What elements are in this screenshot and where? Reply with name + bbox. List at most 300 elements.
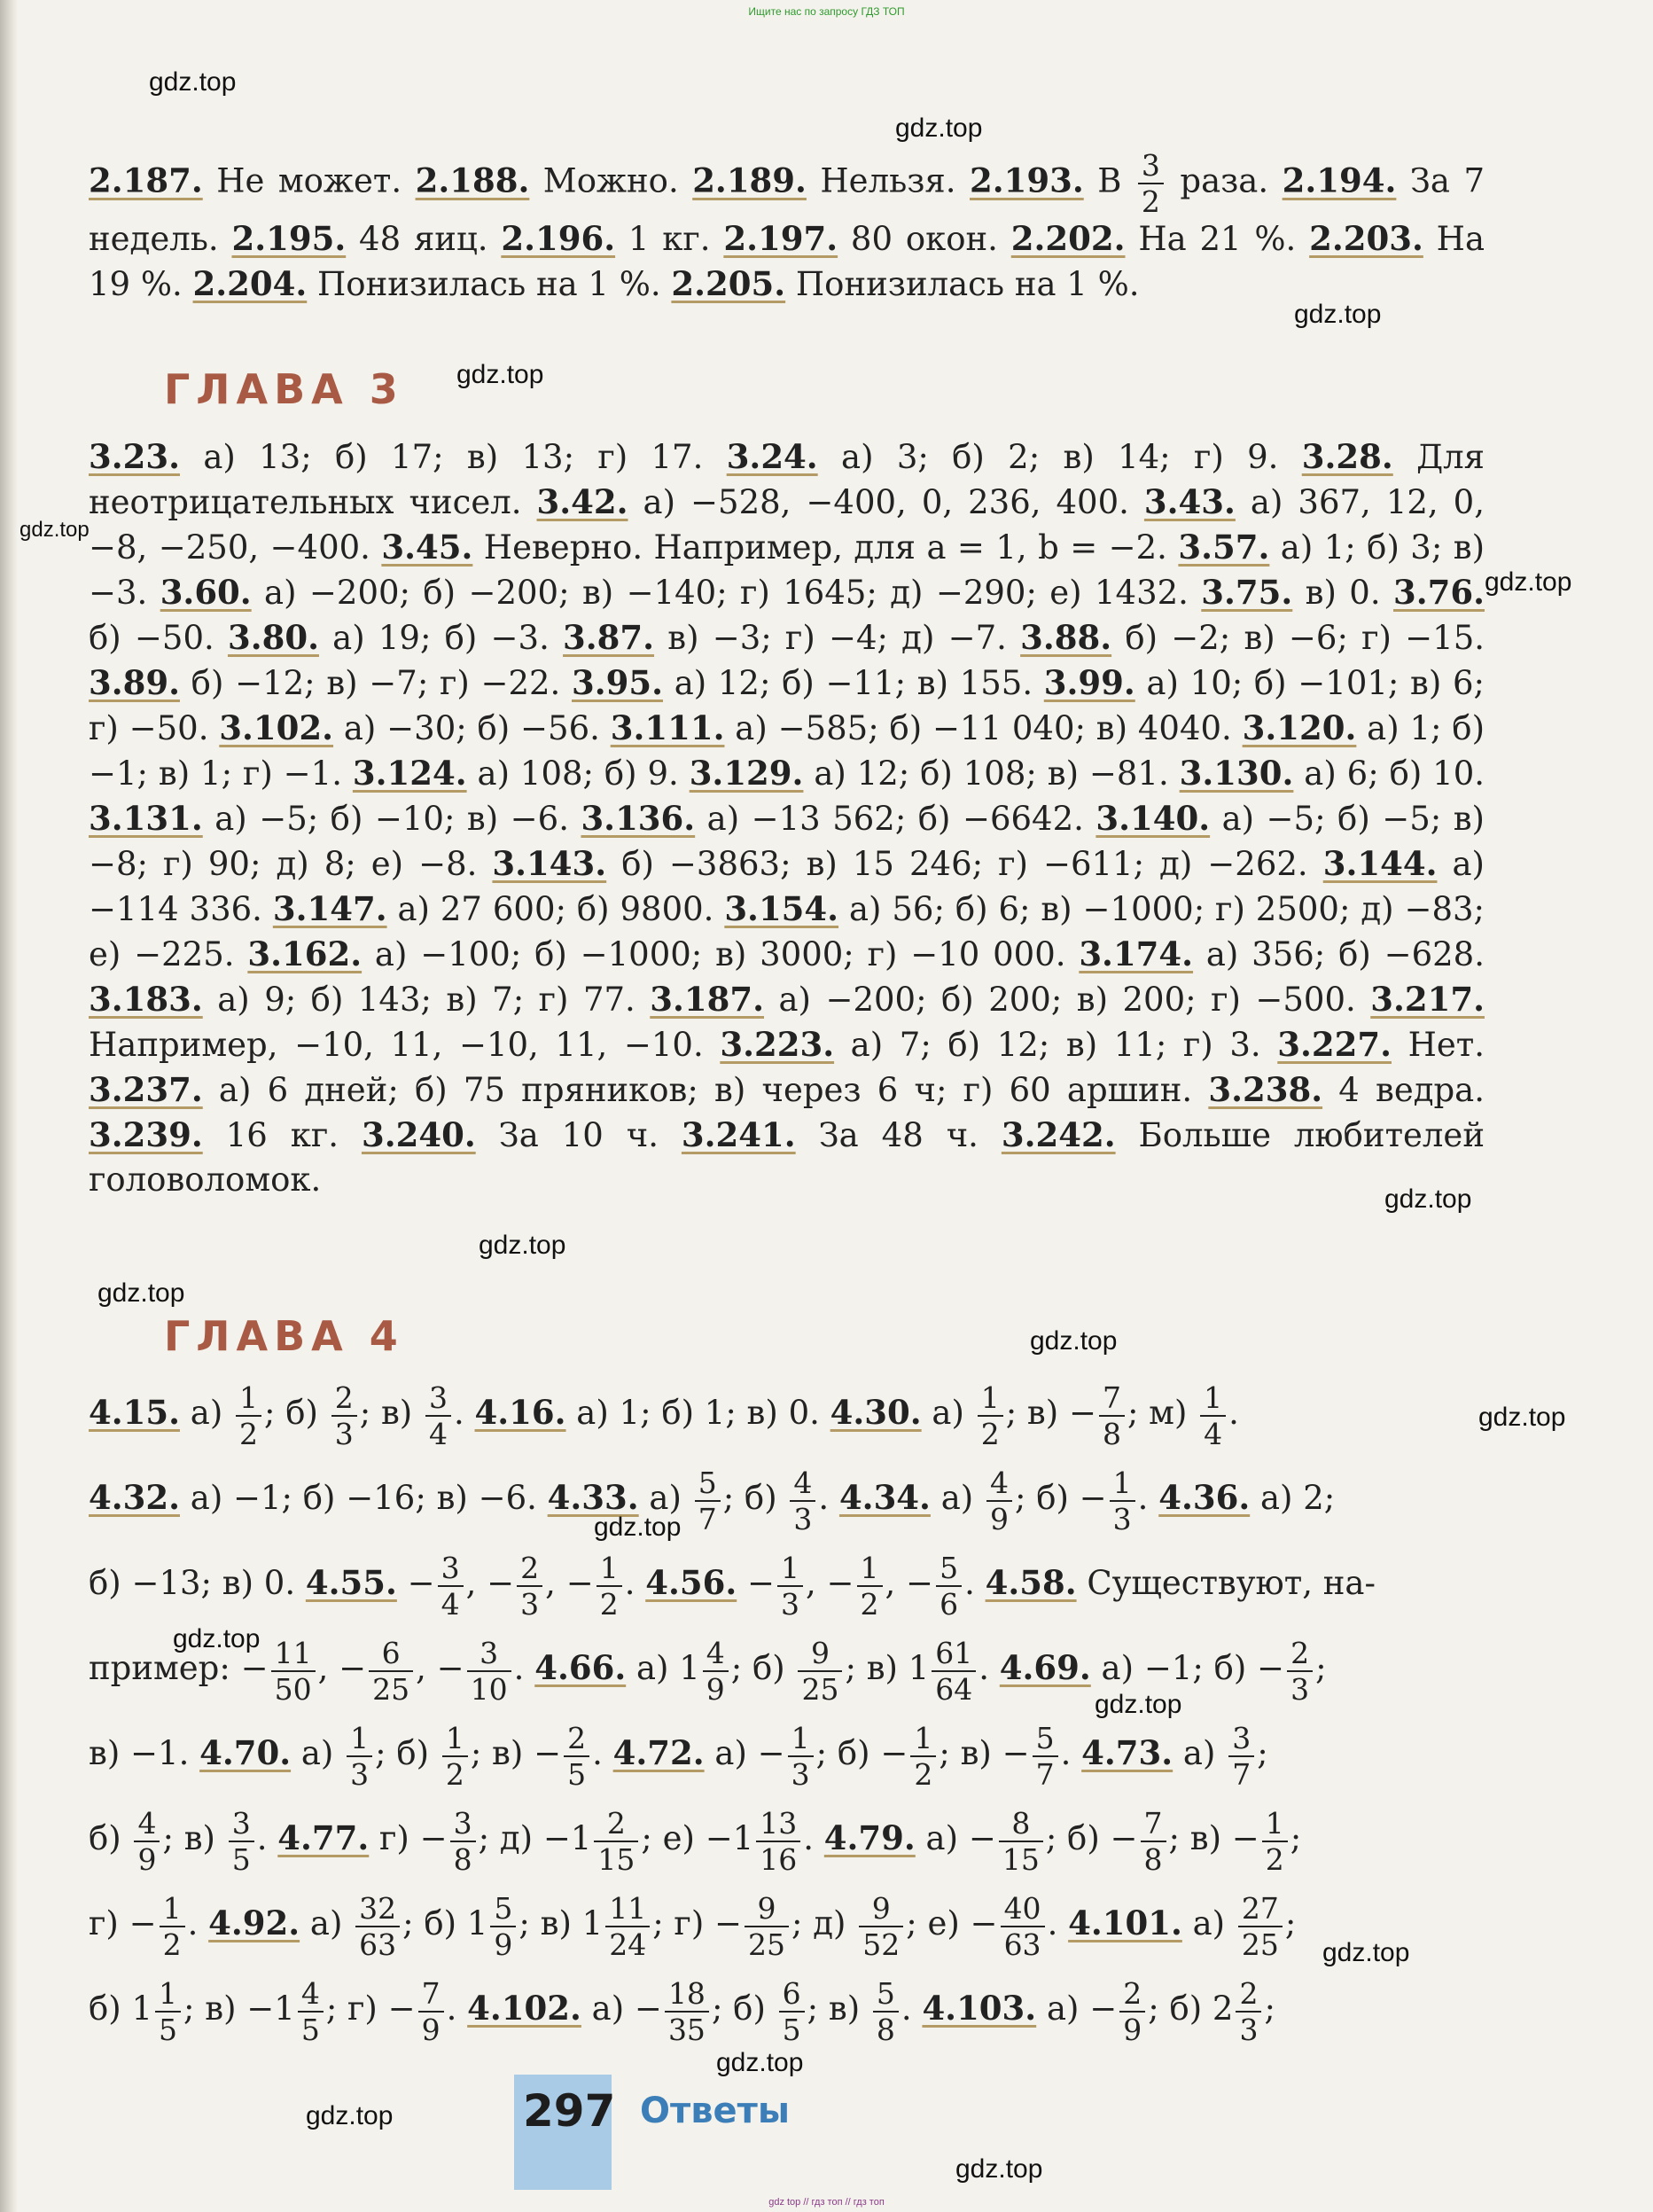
exercise-number: 4.55. xyxy=(305,1563,397,1602)
answer-text: Нельзя. xyxy=(806,161,970,200)
fraction-numerator: 11 xyxy=(605,1894,650,1927)
answer-text: ; б) xyxy=(375,1734,440,1772)
answer-text: а) 13; б) 17; в) 13; г) 17. xyxy=(180,438,727,476)
answer-text: а) −585; б) −11 040; в) 4040. xyxy=(724,709,1243,747)
fraction-numerator: 8 xyxy=(999,1809,1043,1842)
fraction-denominator: 2 xyxy=(599,1586,619,1622)
answer-text: пример: − xyxy=(89,1649,269,1687)
exercise-number: 4.103. xyxy=(922,1989,1037,2028)
fraction-numerator: 13 xyxy=(756,1809,800,1842)
exercise-number: 3.60. xyxy=(160,573,252,612)
fraction-denominator: 4 xyxy=(429,1416,448,1451)
answer-text: а) − xyxy=(581,1989,662,2028)
fraction-denominator: 2 xyxy=(1141,184,1160,219)
fraction-numerator: 1 xyxy=(347,1723,372,1757)
fraction-numerator: 1 xyxy=(857,1553,883,1587)
fraction xyxy=(936,1550,962,1622)
answer-text: г) − xyxy=(369,1819,448,1857)
fraction-denominator: 16 xyxy=(760,1841,798,1877)
fraction-numerator: 2 xyxy=(1287,1638,1313,1672)
fraction-denominator: 25 xyxy=(372,1671,410,1707)
exercise-number: 3.140. xyxy=(1096,799,1211,838)
fraction xyxy=(438,1550,464,1622)
answer-text: б) −50. xyxy=(89,619,228,657)
answer-text: 48 яиц. xyxy=(346,220,502,258)
answer-text: а) −528, −400, 0, 236, 400. xyxy=(628,483,1144,521)
fraction-numerator: 5 xyxy=(936,1553,962,1587)
fraction-denominator: 7 xyxy=(1035,1756,1055,1792)
answer-text: ; б) 1 xyxy=(402,1904,488,1942)
exercise-number: 3.154. xyxy=(724,889,839,928)
fraction-numerator: 4 xyxy=(986,1468,1012,1502)
watermark: gdz.top xyxy=(1485,567,1572,597)
fraction-denominator: 64 xyxy=(935,1671,973,1707)
fraction-numerator: 1 xyxy=(155,1979,181,2013)
exercise-number: 4.56. xyxy=(645,1563,737,1602)
fraction-denominator: 2 xyxy=(980,1416,1000,1451)
answer-text: ; б) − xyxy=(1014,1479,1107,1517)
fraction-numerator: 1 xyxy=(1200,1383,1226,1417)
fraction-denominator: 63 xyxy=(1003,1927,1041,1962)
fraction xyxy=(331,1380,357,1451)
answer-text: ; е) − xyxy=(906,1904,998,1942)
exercise-number: 2.197. xyxy=(723,219,838,258)
exercise-number: 3.57. xyxy=(1178,528,1270,567)
watermark: gdz.top xyxy=(1294,300,1382,329)
fraction-numerator: 2 xyxy=(517,1553,542,1587)
exercise-number: 2.193. xyxy=(970,160,1084,200)
exercise-number: 4.79. xyxy=(823,1818,916,1857)
answer-text: . xyxy=(964,1564,986,1602)
fraction-numerator: 7 xyxy=(418,1979,444,2013)
fraction-numerator: 3 xyxy=(425,1383,451,1417)
fraction-numerator: 4 xyxy=(703,1638,729,1672)
exercise-number: 3.95. xyxy=(572,663,664,702)
answer-text: ; xyxy=(1290,1819,1302,1857)
exercise-number: 4.32. xyxy=(89,1478,180,1517)
answer-text: а) 10; б) −101; в) 6; г) −50. xyxy=(89,664,1485,747)
fraction-numerator: 1 xyxy=(596,1553,622,1587)
answer-text: а) 27 600; б) 9800. xyxy=(386,890,725,928)
fraction xyxy=(594,1805,638,1877)
answer-text: . xyxy=(901,1989,923,2028)
answer-text: а) xyxy=(638,1479,692,1517)
fraction-denominator: 15 xyxy=(1002,1841,1040,1877)
watermark: gdz.top xyxy=(1095,1690,1182,1719)
fraction-denominator: 3 xyxy=(791,1756,810,1792)
answer-text: а) −100; б) −1000; в) 3000; г) −10 000. xyxy=(362,935,1080,973)
fraction xyxy=(1110,1465,1135,1536)
fraction-numerator: 61 xyxy=(932,1638,976,1672)
exercise-number: 4.16. xyxy=(474,1393,566,1432)
answer-text: , − xyxy=(416,1649,464,1687)
answer-text: ; в) xyxy=(359,1394,423,1432)
answer-text: а) 6; б) 10. xyxy=(1293,754,1485,793)
watermark: gdz.top xyxy=(173,1624,261,1653)
fraction-denominator: 63 xyxy=(359,1927,397,1962)
fraction-numerator: 11 xyxy=(271,1638,316,1672)
answer-text: а) 1; б) −1; в) 1; г) −1. xyxy=(89,709,1485,793)
answer-text: Нет. xyxy=(1392,1026,1485,1064)
exercise-number: 3.223. xyxy=(720,1025,835,1064)
answer-text: б) −3863; в) 15 246; г) −611; д) −262. xyxy=(606,845,1323,883)
answer-text: а) xyxy=(930,1479,984,1517)
fraction xyxy=(418,1975,444,2047)
chapter4-line xyxy=(89,1455,1485,1540)
fraction xyxy=(1238,1890,1283,1962)
answer-text: ; в) 1 xyxy=(845,1649,930,1687)
fraction-numerator: 4 xyxy=(790,1468,815,1502)
answer-text: 1 кг. xyxy=(615,220,724,258)
fraction-denominator: 25 xyxy=(801,1671,839,1707)
answer-text: а) 3; б) 2; в) 14; г) 9. xyxy=(817,438,1302,476)
fraction-numerator: 5 xyxy=(695,1468,721,1502)
answer-text: а) −1; б) −16; в) −6. xyxy=(180,1479,548,1517)
exercise-number: 3.75. xyxy=(1201,573,1293,612)
fraction-denominator: 3 xyxy=(520,1586,540,1622)
chapter2-answers xyxy=(89,148,1485,307)
answer-text: а) 12; б) 108; в) −81. xyxy=(803,754,1180,793)
fraction xyxy=(517,1550,542,1622)
fraction xyxy=(665,1975,709,2047)
fraction xyxy=(695,1465,721,1536)
answer-text: . xyxy=(256,1819,278,1857)
exercise-number: 4.36. xyxy=(1158,1478,1251,1517)
watermark: gdz.top xyxy=(97,1278,185,1308)
answer-text: 16 кг. xyxy=(202,1116,362,1154)
answer-text: Понизилась на 1 %. xyxy=(307,265,672,303)
answer-text: в) −1. xyxy=(89,1734,200,1772)
exercise-number: 3.237. xyxy=(89,1070,203,1109)
exercise-number: 3.129. xyxy=(689,754,804,793)
exercise-number: 2.187. xyxy=(89,160,203,200)
answer-text: На 19 %. xyxy=(89,220,1485,303)
answer-text: ; г) − xyxy=(652,1904,743,1942)
fraction xyxy=(347,1720,372,1792)
answer-text: б) −12; в) −7; г) −22. xyxy=(180,664,573,702)
answer-text: Существуют, на- xyxy=(1076,1564,1376,1602)
answer-text: Понизилась на 1 %. xyxy=(785,265,1140,303)
exercise-number: 4.102. xyxy=(467,1989,581,2028)
fraction-denominator: 5 xyxy=(159,2012,178,2047)
answer-text: ; д) −1 xyxy=(478,1819,592,1857)
exercise-number: 3.241. xyxy=(681,1115,796,1154)
answer-text: , − xyxy=(806,1564,854,1602)
fraction-numerator: 7 xyxy=(1099,1383,1125,1417)
fraction-denominator: 2 xyxy=(162,1927,182,1962)
answer-text: а) −30; б) −56. xyxy=(333,709,611,747)
fraction xyxy=(605,1890,650,1962)
exercise-number: 3.174. xyxy=(1079,934,1194,973)
answer-text: ; б) − xyxy=(815,1734,908,1772)
answer-text: а) 356; б) −628. xyxy=(1193,935,1485,973)
exercise-number: 3.217. xyxy=(1370,980,1485,1019)
fraction-denominator: 9 xyxy=(706,1671,725,1707)
fraction xyxy=(777,1550,803,1622)
fraction-denominator: 7 xyxy=(1232,1756,1251,1792)
fraction-denominator: 25 xyxy=(1241,1927,1279,1962)
answer-text: , − xyxy=(545,1564,594,1602)
answer-text: а) xyxy=(921,1394,975,1432)
chapter4-line xyxy=(89,1370,1485,1455)
exercise-number: 2.204. xyxy=(192,264,308,303)
answer-text: а) − xyxy=(915,1819,996,1857)
fraction-numerator: 9 xyxy=(745,1894,789,1927)
exercise-number: 3.102. xyxy=(219,708,334,747)
fraction-denominator: 5 xyxy=(231,1841,251,1877)
fraction-denominator: 8 xyxy=(1102,1416,1121,1451)
chapter3-heading: ГЛАВА 3 xyxy=(164,365,404,413)
answer-text: . xyxy=(454,1394,475,1432)
fraction-denominator: 5 xyxy=(567,1756,587,1792)
fraction xyxy=(134,1805,160,1877)
watermark: gdz.top xyxy=(479,1231,566,1260)
answer-text: а) −1; б) − xyxy=(1090,1649,1285,1687)
fraction xyxy=(160,1890,185,1962)
exercise-number: 3.99. xyxy=(1043,663,1135,702)
answer-text: ; б) xyxy=(730,1649,796,1687)
chapter4-line xyxy=(89,1625,1485,1710)
fraction-denominator: 3 xyxy=(793,1501,813,1536)
exercise-number: 4.66. xyxy=(534,1648,627,1687)
fraction-denominator: 9 xyxy=(494,1927,513,1962)
fraction-denominator: 15 xyxy=(597,1841,635,1877)
answer-text: а) 6 дней; б) 75 пряников; в) через 6 ч; г) 60 аршин. xyxy=(202,1071,1209,1109)
exercise-number: 4.30. xyxy=(830,1393,922,1432)
exercise-number: 2.189. xyxy=(692,160,807,200)
exercise-number: 2.205. xyxy=(671,264,786,303)
answer-text: . xyxy=(592,1734,613,1772)
fraction xyxy=(703,1635,729,1707)
fraction xyxy=(932,1635,976,1707)
fraction xyxy=(779,1975,805,2047)
fraction-numerator: 1 xyxy=(910,1723,936,1757)
answer-text: б) −2; в) −6; г) −15. xyxy=(1111,619,1485,657)
fraction xyxy=(1138,148,1164,219)
answer-text: ; г) − xyxy=(325,1989,416,2028)
answer-text: ; д) xyxy=(791,1904,857,1942)
exercise-number: 4.58. xyxy=(985,1563,1077,1602)
fraction-numerator: 1 xyxy=(236,1383,261,1417)
fraction-numerator: 32 xyxy=(355,1894,400,1927)
fraction xyxy=(788,1720,814,1792)
answer-text: а) 2; xyxy=(1250,1479,1336,1517)
answer-text: . xyxy=(624,1564,646,1602)
exercise-number: 3.23. xyxy=(89,437,180,476)
exercise-number: 4.73. xyxy=(1081,1733,1173,1772)
fraction-denominator: 2 xyxy=(239,1416,259,1451)
answer-text: а) 56; б) 6; в) −1000; г) 2500; д) −83; е) −225. xyxy=(89,890,1485,973)
watermark: gdz.top xyxy=(895,113,983,143)
fraction xyxy=(155,1975,181,2047)
exercise-number: 3.187. xyxy=(650,980,765,1019)
fraction-denominator: 3 xyxy=(1239,2012,1259,2047)
exercise-number: 3.88. xyxy=(1020,618,1112,657)
watermark: gdz.top xyxy=(149,67,237,97)
chapter4-heading: ГЛАВА 4 xyxy=(164,1312,404,1360)
fraction xyxy=(1236,1975,1261,2047)
page-number: 297 xyxy=(523,2085,616,2137)
answer-text: а) 367, 12, 0, −8, −250, −400. xyxy=(89,483,1485,567)
exercise-number: 3.238. xyxy=(1208,1070,1323,1109)
fraction xyxy=(450,1805,476,1877)
fraction-numerator: 2 xyxy=(1236,1979,1261,2013)
fraction xyxy=(490,1890,516,1962)
fraction-numerator: 3 xyxy=(229,1809,254,1842)
fraction-numerator: 4 xyxy=(298,1979,324,2013)
exercise-number: 4.69. xyxy=(999,1648,1091,1687)
fraction xyxy=(798,1635,842,1707)
fraction-denominator: 5 xyxy=(300,2012,320,2047)
answer-text: , − xyxy=(465,1564,515,1602)
answer-text: . xyxy=(446,1989,468,2028)
fraction-denominator: 50 xyxy=(274,1671,312,1707)
answer-text: . xyxy=(1228,1394,1239,1432)
exercise-number: 3.143. xyxy=(492,844,607,883)
answer-text: а) xyxy=(1173,1734,1227,1772)
fraction xyxy=(355,1890,400,1962)
answer-text: ; б) xyxy=(722,1479,788,1517)
exercise-number: 3.144. xyxy=(1322,844,1438,883)
exercise-number: 4.15. xyxy=(89,1393,180,1432)
answer-text: Например, −10, 11, −10, 11, −10. xyxy=(89,1026,721,1064)
answer-text: За 48 ч. xyxy=(795,1116,1002,1154)
answer-text: В xyxy=(1083,161,1135,200)
answer-text: ; в) −1 xyxy=(183,1989,295,2028)
fraction-denominator: 3 xyxy=(1290,1671,1310,1707)
answer-text: ; м) xyxy=(1127,1394,1198,1432)
fraction xyxy=(910,1720,936,1792)
exercise-number: 3.136. xyxy=(581,799,696,838)
fraction xyxy=(1119,1975,1145,2047)
answer-text: а) xyxy=(1181,1904,1236,1942)
exercise-number: 4.33. xyxy=(547,1478,639,1517)
watermark: gdz.top xyxy=(594,1512,682,1542)
exercise-number: 4.70. xyxy=(199,1733,292,1772)
answer-text: а) xyxy=(180,1394,234,1432)
fraction xyxy=(756,1805,800,1877)
exercise-number: 2.196. xyxy=(501,219,616,258)
fraction xyxy=(442,1720,468,1792)
fraction-denominator: 6 xyxy=(940,1586,959,1622)
answer-text: раза. xyxy=(1166,161,1283,200)
answer-text: . xyxy=(818,1479,839,1517)
answer-text: На 21 %. xyxy=(1125,220,1310,258)
exercise-number: 3.111. xyxy=(610,708,725,747)
exercise-number: 3.130. xyxy=(1179,754,1294,793)
exercise-number: 4.92. xyxy=(208,1903,300,1942)
answer-text: в) −3; г) −4; д) −7. xyxy=(654,619,1021,657)
answer-text: ; в) xyxy=(162,1819,226,1857)
answer-text: а) 108; б) 9. xyxy=(466,754,690,793)
exercise-number: 3.43. xyxy=(1143,482,1236,521)
answer-text: Можно. xyxy=(529,161,693,200)
fraction-numerator: 2 xyxy=(564,1723,589,1757)
answer-text: а) −200; б) −200; в) −140; г) 1645; д) −290; е) 1432. xyxy=(251,574,1202,612)
chapter4-line xyxy=(89,1880,1485,1966)
answer-text: 80 окон. xyxy=(838,220,1011,258)
answer-text: а) −114 336. xyxy=(89,845,1485,928)
answer-text: б) 1 xyxy=(89,1989,153,2028)
answer-text: Для неотрицательных чисел. xyxy=(89,438,1485,521)
exercise-number: 3.24. xyxy=(726,437,818,476)
fraction-numerator: 18 xyxy=(665,1979,709,2013)
fraction-denominator: 35 xyxy=(667,2012,706,2047)
exercise-number: 2.194. xyxy=(1282,160,1397,200)
answer-text: а) − xyxy=(1036,1989,1118,2028)
answer-text: а) 1; б) 3; в) −3. xyxy=(89,528,1485,612)
chapter4-line xyxy=(89,1540,1485,1625)
section-title: Ответы xyxy=(640,2091,790,2131)
watermark: gdz.top xyxy=(955,2154,1043,2184)
answer-text: а) xyxy=(300,1904,354,1942)
answer-text: а) 19; б) −3. xyxy=(318,619,564,657)
chapter4-line xyxy=(89,1966,1485,2051)
fraction-numerator: 9 xyxy=(798,1638,842,1672)
fraction-numerator: 3 xyxy=(1138,151,1164,184)
answer-text: ; xyxy=(1284,1904,1297,1942)
fraction-numerator: 5 xyxy=(1033,1723,1058,1757)
fraction-denominator: 9 xyxy=(421,2012,441,2047)
answer-text: За 10 ч. xyxy=(475,1116,682,1154)
fraction-denominator: 4 xyxy=(441,1586,460,1622)
answer-text: ; в) 1 xyxy=(519,1904,604,1942)
fraction-numerator: 40 xyxy=(1001,1894,1045,1927)
fraction xyxy=(1287,1635,1313,1707)
exercise-number: 4.72. xyxy=(612,1733,705,1772)
fraction xyxy=(229,1805,254,1877)
exercise-number: 4.77. xyxy=(277,1818,370,1857)
answer-text: ; в) − xyxy=(1005,1394,1096,1432)
bottom-note: gdz top // гдз топ // гдз топ xyxy=(768,2197,885,2208)
answer-text: ; б) 2 xyxy=(1148,1989,1234,2028)
fraction-numerator: 3 xyxy=(467,1638,511,1672)
chapter3-answers xyxy=(89,434,1485,1202)
fraction xyxy=(1200,1380,1226,1451)
answer-text: а) − xyxy=(704,1734,785,1772)
fraction xyxy=(298,1975,324,2047)
fraction-denominator: 9 xyxy=(989,1501,1009,1536)
fraction-numerator: 2 xyxy=(1119,1979,1145,2013)
answer-text: − xyxy=(737,1564,775,1602)
fraction-numerator: 2 xyxy=(594,1809,638,1842)
fraction-denominator: 10 xyxy=(470,1671,508,1707)
fraction xyxy=(1141,1805,1166,1877)
fraction-denominator: 8 xyxy=(453,1841,472,1877)
fraction xyxy=(596,1550,622,1622)
exercise-number: 3.42. xyxy=(536,482,628,521)
fraction xyxy=(1001,1890,1045,1962)
answer-text: а) −5; б) −10; в) −6. xyxy=(202,800,581,838)
exercise-number: 3.131. xyxy=(89,799,203,838)
exercise-number: 2.203. xyxy=(1309,219,1423,258)
watermark: gdz.top xyxy=(19,518,90,542)
fraction-numerator: 1 xyxy=(777,1553,803,1587)
fraction-denominator: 25 xyxy=(748,1927,786,1962)
answer-text: в) 0. xyxy=(1292,574,1393,612)
fraction xyxy=(369,1635,413,1707)
fraction-numerator: 1 xyxy=(160,1894,185,1927)
fraction xyxy=(999,1805,1043,1877)
answer-text: ; xyxy=(1264,1989,1275,2028)
watermark: gdz.top xyxy=(1384,1184,1472,1214)
fraction-denominator: 2 xyxy=(914,1756,933,1792)
exercise-number: 3.240. xyxy=(361,1115,476,1154)
watermark: gdz.top xyxy=(1478,1403,1566,1432)
answer-text: Не может. xyxy=(202,161,416,200)
answer-text: а) −13 562; б) −6642. xyxy=(695,800,1096,838)
fraction-numerator: 5 xyxy=(873,1979,899,2013)
